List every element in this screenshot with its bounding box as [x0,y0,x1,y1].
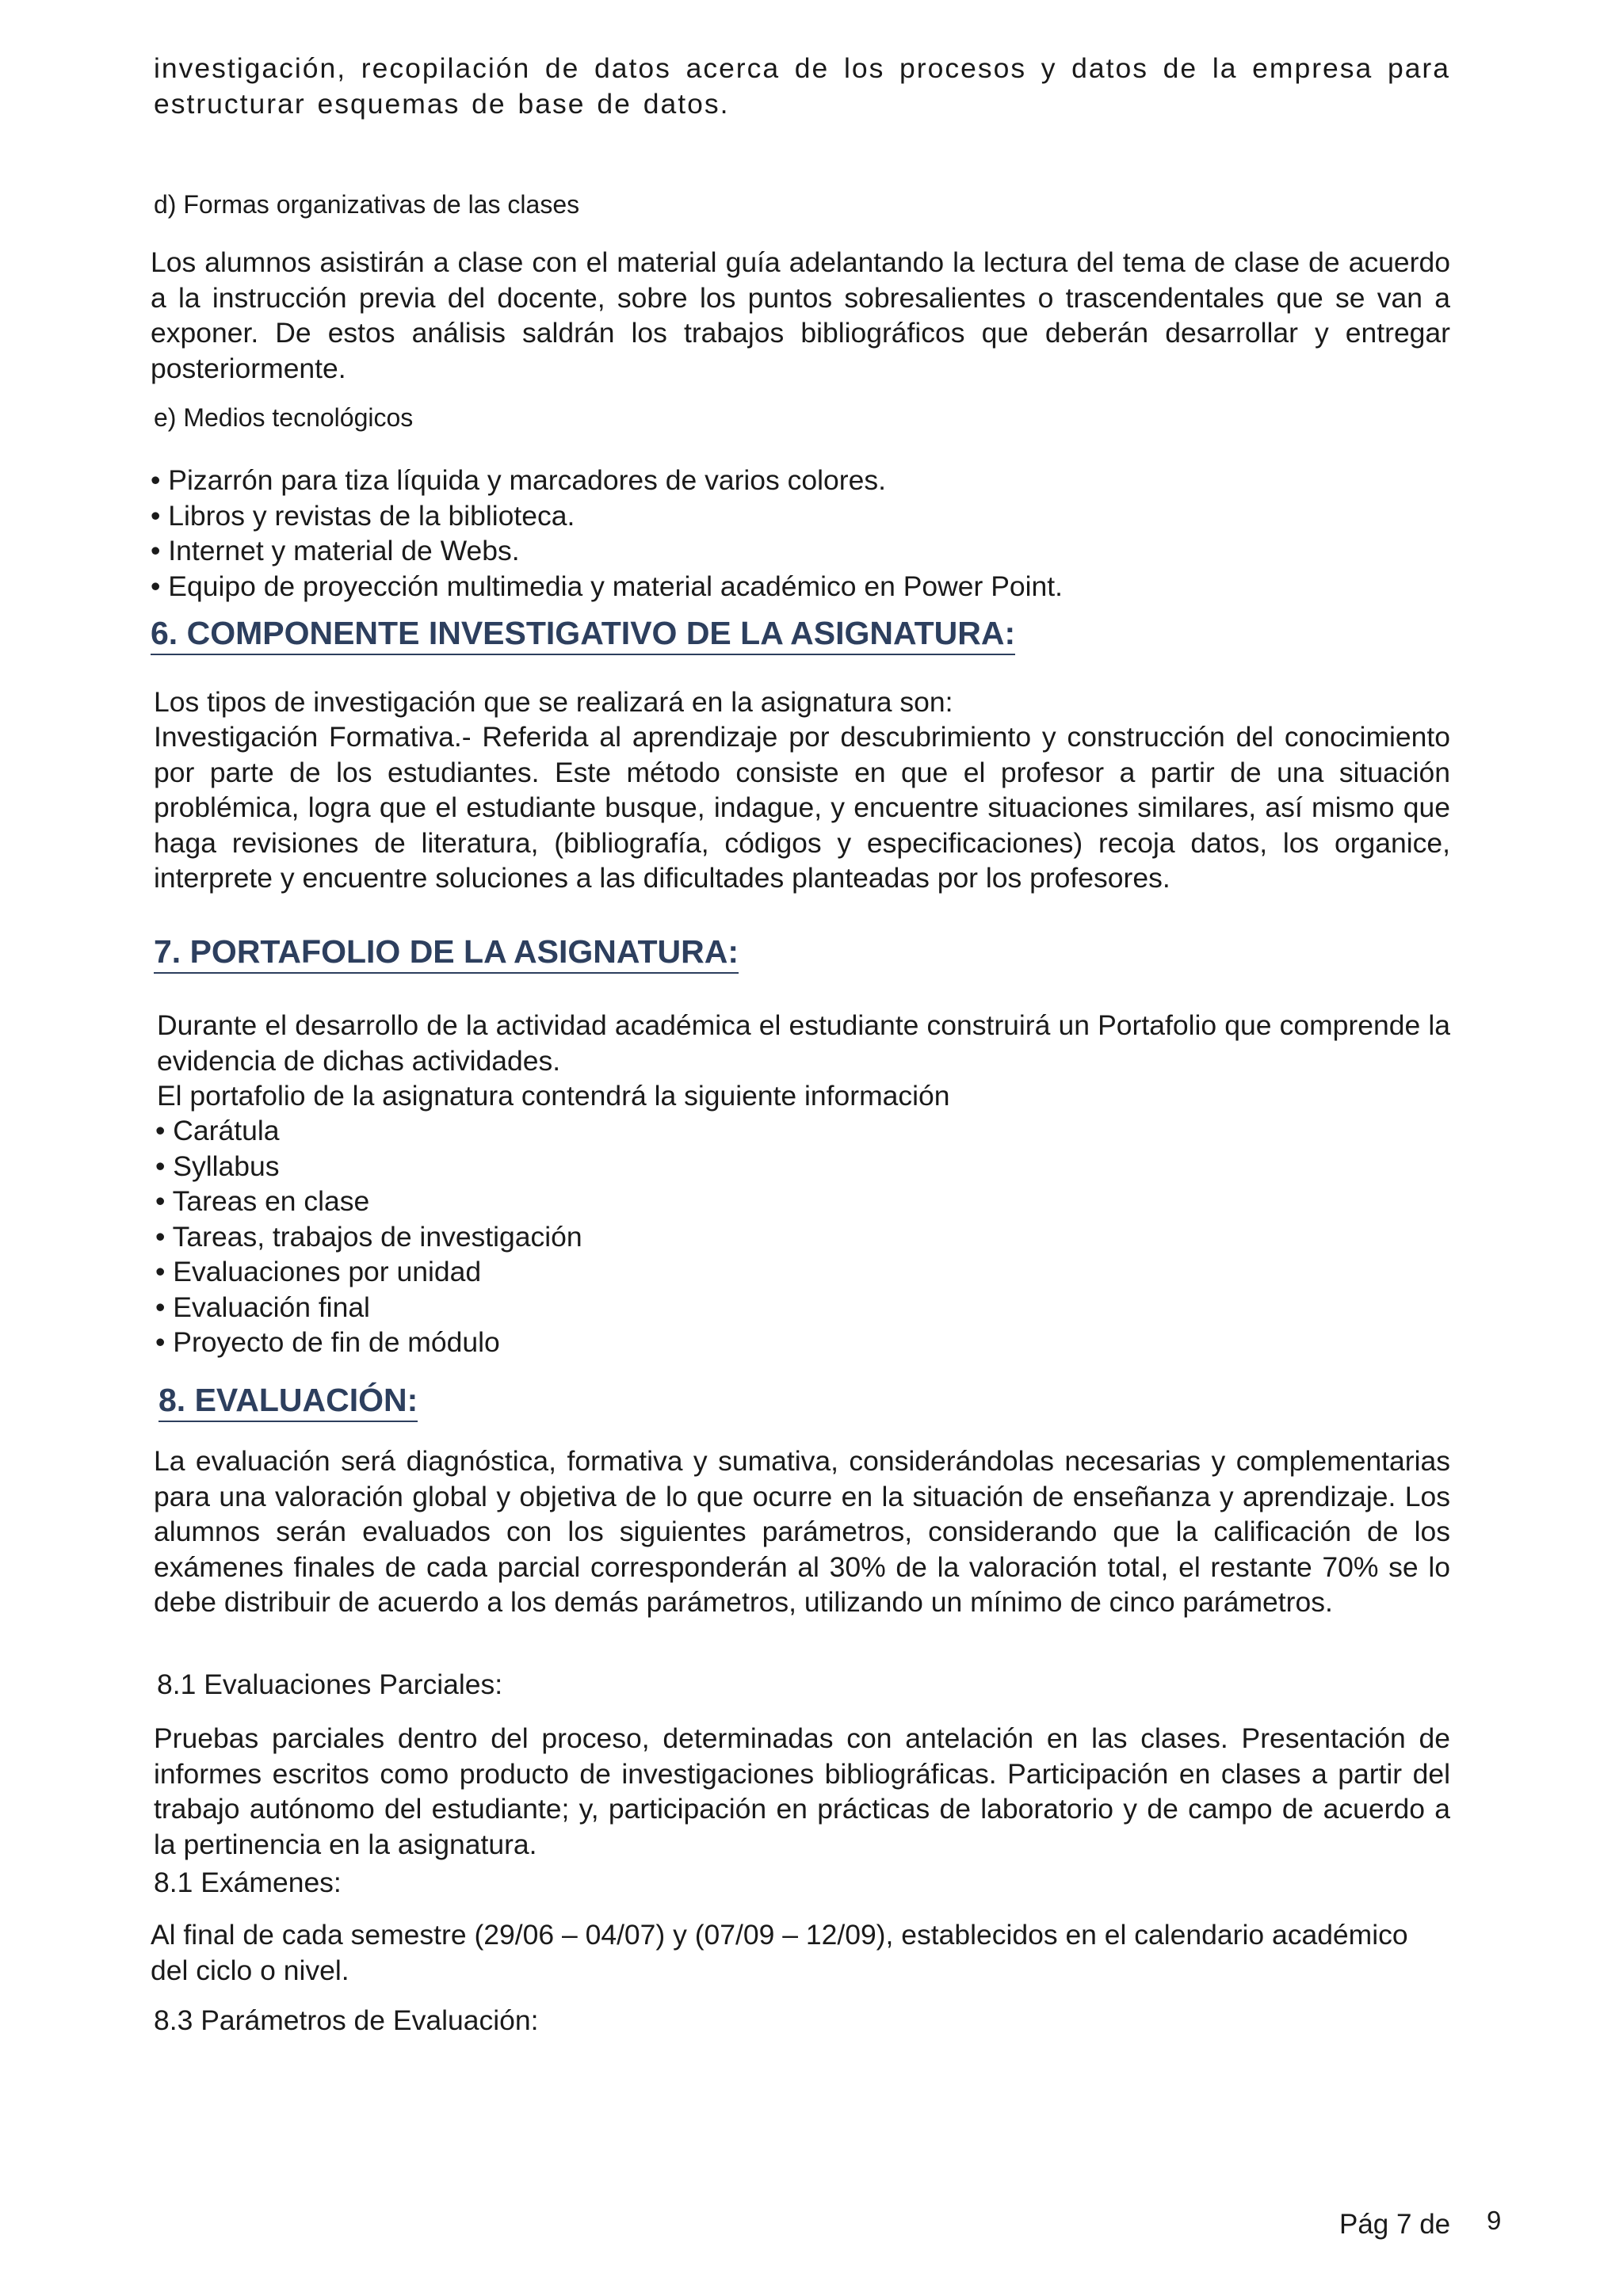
section-6-paragraph: Investigación Formativa.- Referida al aprendizaje por descubrimiento y construcción del conocimiento por parte de los estudiantes. Este método consiste en que el profesor a partir de una situación problémica, logra que el estudiante busque, indague, y encuentre situaciones similares, así mismo que haga revisiones de literatura, (bibliografía, códigos y especificaciones) recoja datos, los organice, interprete y encuentre soluciones a las dificultades planteadas por los profesores. [154,721,1450,894]
section-e-list [151,463,1447,604]
section-7-heading: 7. PORTAFOLIO DE LA ASIGNATURA: [154,932,739,974]
section-8-1-exams-heading: 8.1 Exámenes: [154,1867,342,1898]
section-8-3-heading: 8.3 Parámetros de Evaluación: [154,2004,539,2036]
section-8-paragraph: La evaluación será diagnóstica, formativa y sumativa, considerándolas necesarias y complementarias para una valoración global y objetiva de lo que ocurre en la situación de enseñanza y aprendizaje. Los alumnos serán evaluados con los siguientes parámetros, considerando que la calificación de los exámenes finales de cada parcial corresponderán al 30% de la valoración total, el restante 70% se lo debe distribuir de acuerdo a los demás parámetros, utilizando un mínimo de cinco parámetros. [154,1445,1450,1618]
intro-paragraph: investigación, recopilación de datos acerca de los procesos y datos de la empresa para estructurar esquemas de base de datos. [154,52,1450,120]
section-e-heading: e) Medios tecnológicos [154,403,414,432]
list-item: • Libros y revistas de la biblioteca. [151,499,575,532]
section-7-list-intro: El portafolio de la asignatura contendrá la siguiente información [157,1080,950,1112]
section-8-1-heading: 8.1 Evaluaciones Parciales: [157,1669,503,1700]
section-8-1-exams-paragraph: Al final de cada semestre (29/06 – 04/07) y (07/09 – 12/09), establecidos en el calendario académico del ciclo o nivel. [151,1919,1408,1986]
list-item: • Carátula [155,1115,280,1146]
section-7-paragraph: Durante el desarrollo de la actividad académica el estudiante construirá un Portafolio que comprende la evidencia de dichas actividades. [157,1009,1450,1077]
list-item: • Proyecto de fin de módulo [155,1326,500,1358]
section-d-heading: d) Formas organizativas de las clases [154,190,580,219]
list-item: • Equipo de proyección multimedia y material académico en Power Point. [151,570,1063,602]
list-item: • Internet y material de Webs. [151,535,520,566]
list-item: • Evaluaciones por unidad [155,1256,482,1287]
section-6-heading: 6. COMPONENTE INVESTIGATIVO DE LA ASIGNATURA: [151,613,1015,655]
section-7-list [155,1113,1452,1360]
section-8-1-paragraph: Pruebas parciales dentro del proceso, determinadas con antelación en las clases. Presentación de informes escritos como producto de investigaciones bibliográficas. Participación en clases a partir del trabajo autónomo del estudiante; y, participación en prácticas de laboratorio y de campo de acuerdo a la pertinencia en la asignatura. [154,1722,1450,1860]
list-item: • Tareas, trabajos de investigación [155,1220,582,1253]
section-8-heading: 8. EVALUACIÓN: [158,1380,418,1422]
page-total: 9 [1487,2206,1502,2235]
page-number-label: Pág 7 de [1339,2209,1451,2240]
section-d-paragraph: Los alumnos asistirán a clase con el material guía adelantando la lectura del tema de clase de acuerdo a la instrucción previa del docente, sobre los puntos sobresalientes o trascendentales que se van a exponer. De estos análisis saldrán los trabajos bibliográficos que deberán desarrollar y entregar posteriormente. [151,246,1450,384]
list-item: • Syllabus [155,1150,280,1182]
list-item: • Pizarrón para tiza líquida y marcadores de varios colores. [151,464,886,496]
list-item: • Tareas en clase [155,1185,370,1217]
section-6-intro: Los tipos de investigación que se realizará en la asignatura son: [154,686,953,718]
list-item: • Evaluación final [155,1291,370,1323]
